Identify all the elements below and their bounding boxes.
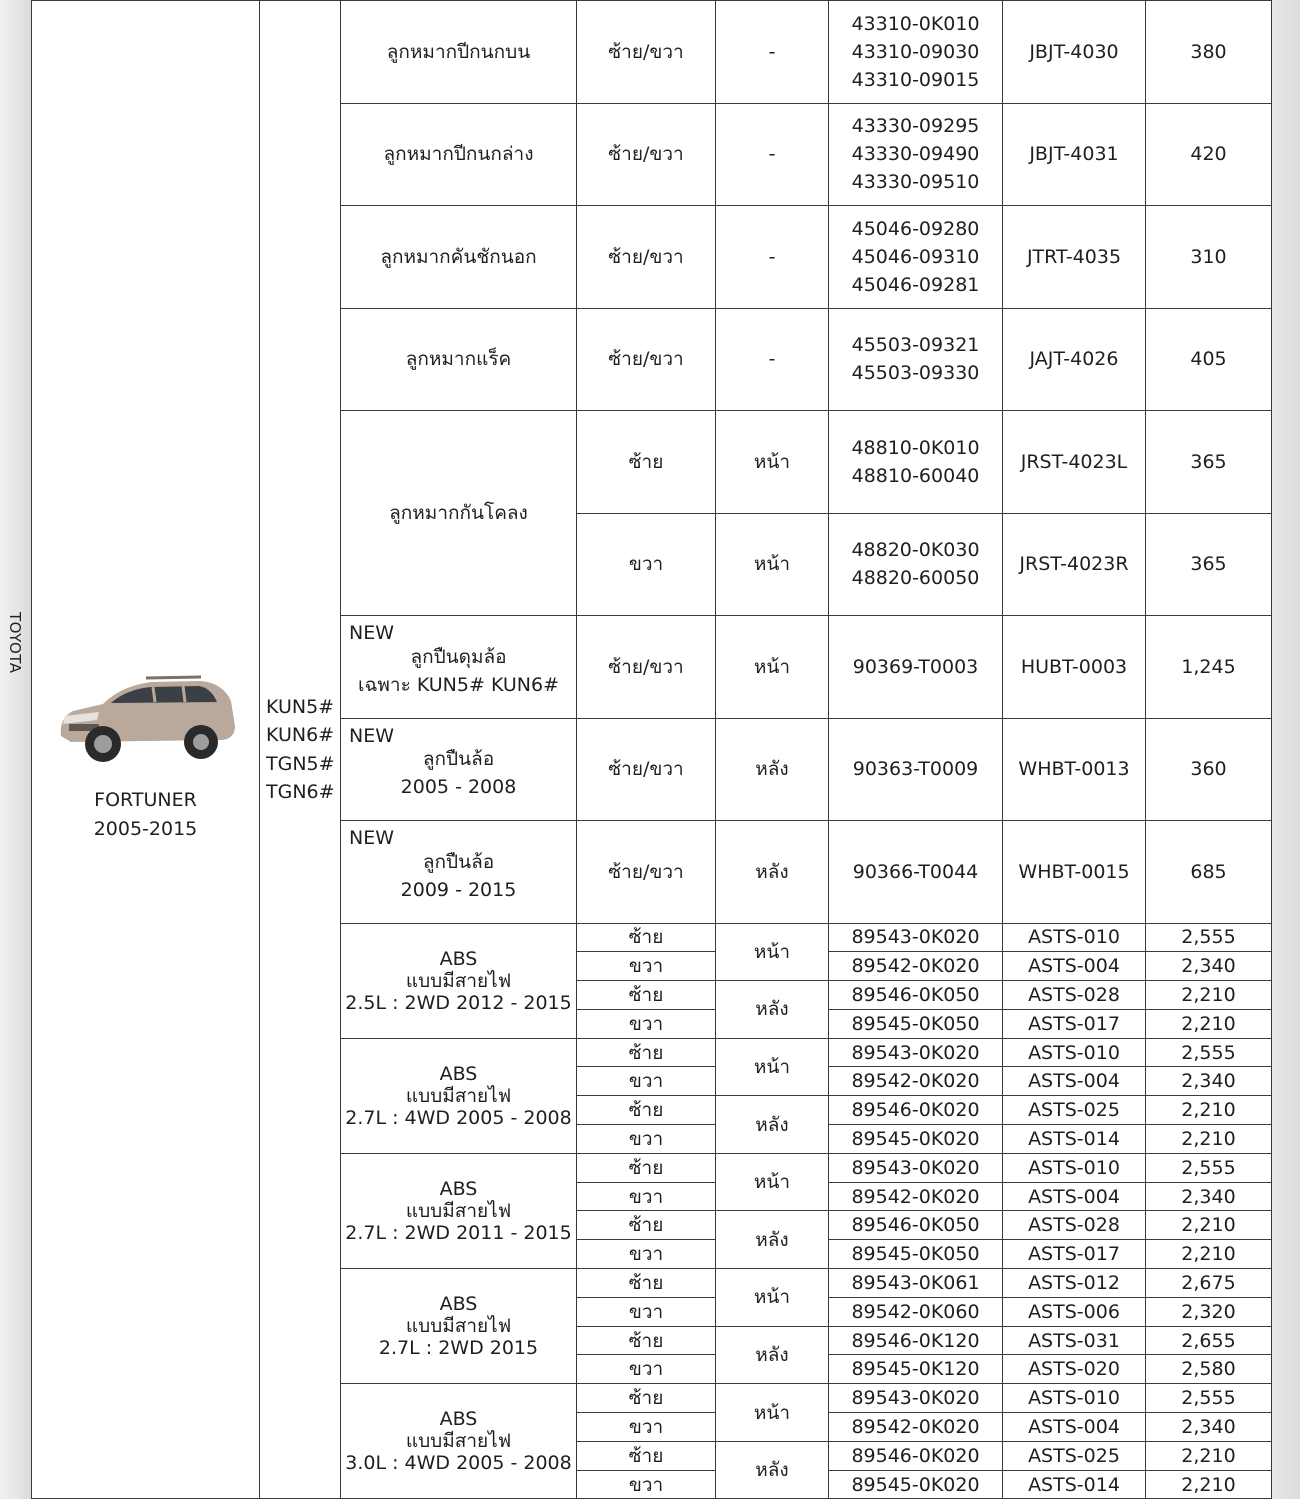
abs-sensor-title <box>341 1038 577 1153</box>
price: 2,210 <box>1146 1211 1272 1240</box>
side: ขวา <box>577 1067 716 1096</box>
part-code: ASTS-010 <box>1003 1384 1146 1413</box>
position: หน้า <box>716 616 829 719</box>
part-code: ASTS-004 <box>1003 1067 1146 1096</box>
side: ขวา <box>577 1470 716 1499</box>
position: หน้า <box>716 1384 829 1442</box>
abs-sensor-title-line: แบบมีสายไฟ <box>405 1315 512 1338</box>
side: ขวา <box>577 1009 716 1038</box>
oem-number: 89546-0K120 <box>829 1326 1003 1355</box>
part-code: WHBT-0015 <box>1003 821 1146 924</box>
position: - <box>716 206 829 309</box>
position: หลัง <box>716 718 829 821</box>
part-code: ASTS-004 <box>1003 1182 1146 1211</box>
oem-numbers-line: 48810-60040 <box>851 464 980 487</box>
oem-number: 89542-0K060 <box>829 1297 1003 1326</box>
side: ซ้าย <box>577 1326 716 1355</box>
side: ขวา <box>577 1297 716 1326</box>
abs-sensor-title-line: 3.0L : 4WD 2005 - 2008 <box>345 1452 572 1475</box>
position: หลัง <box>716 1441 829 1499</box>
oem-number: 89542-0K020 <box>829 1067 1003 1096</box>
abs-sensor-title-line: 2.7L : 4WD 2005 - 2008 <box>345 1106 572 1129</box>
side: ซ้าย <box>577 1096 716 1125</box>
price: 2,210 <box>1146 1009 1272 1038</box>
oem-number: 89546-0K050 <box>829 1211 1003 1240</box>
oem-numbers-line: 45046-09280 <box>851 217 980 240</box>
oem-numbers-line: 48820-60050 <box>851 567 980 590</box>
part-code: JAJT-4026 <box>1003 308 1146 411</box>
side: ขวา <box>577 1125 716 1154</box>
new-badge: NEW <box>349 724 395 747</box>
abs-sensor-title <box>341 1153 577 1268</box>
price: 685 <box>1146 821 1272 924</box>
abs-sensor-title-line: 2.7L : 2WD 2015 <box>378 1337 539 1360</box>
side: ซ้าย <box>577 1384 716 1413</box>
price: 2,555 <box>1146 1038 1272 1067</box>
position: หน้า <box>716 1153 829 1211</box>
part-code: ASTS-020 <box>1003 1355 1146 1384</box>
side: ซ้าย <box>577 981 716 1010</box>
side: ซ้าย/ขวา <box>577 821 716 924</box>
abs-sensor-title-line: ABS <box>439 1177 478 1200</box>
side: ขวา <box>577 1240 716 1269</box>
oem-numbers <box>829 513 1003 616</box>
part-name <box>341 821 577 924</box>
part-code: ASTS-028 <box>1003 981 1146 1010</box>
price: 2,555 <box>1146 1384 1272 1413</box>
price: 2,655 <box>1146 1326 1272 1355</box>
part-name-line: 2009 - 2015 <box>400 878 517 901</box>
oem-numbers-line: 43330-09490 <box>851 143 980 166</box>
price: 310 <box>1146 206 1272 309</box>
new-badge: NEW <box>349 622 395 644</box>
price: 2,555 <box>1146 1153 1272 1182</box>
part-code: ASTS-014 <box>1003 1470 1146 1499</box>
price: 360 <box>1146 718 1272 821</box>
price: 2,580 <box>1146 1355 1272 1384</box>
side: ซ้าย <box>577 1038 716 1067</box>
part-name <box>341 206 577 309</box>
brand-side-label: TOYOTA <box>6 612 24 674</box>
part-code: ASTS-004 <box>1003 1413 1146 1442</box>
part-code: JRST-4023L <box>1003 411 1146 514</box>
price: 2,555 <box>1146 923 1272 952</box>
position: หน้า <box>716 1038 829 1096</box>
oem-number: 89542-0K020 <box>829 952 1003 981</box>
part-name-line: ลูกปืนล้อ <box>422 850 495 873</box>
oem-numbers-line: 45503-09321 <box>851 334 980 357</box>
oem-number: 89543-0K020 <box>829 1153 1003 1182</box>
oem-numbers <box>829 616 1003 719</box>
oem-numbers-line: 43330-09295 <box>851 115 980 138</box>
part-code: ASTS-012 <box>1003 1269 1146 1298</box>
price: 380 <box>1146 1 1272 104</box>
position: หน้า <box>716 1269 829 1327</box>
side: ซ้าย/ขวา <box>577 616 716 719</box>
oem-number: 89546-0K050 <box>829 981 1003 1010</box>
part-code: ASTS-014 <box>1003 1125 1146 1154</box>
abs-sensor-title <box>341 923 577 1038</box>
price: 2,675 <box>1146 1269 1272 1298</box>
oem-numbers-line: 43330-09510 <box>851 171 980 194</box>
new-badge: NEW <box>349 827 395 849</box>
oem-number: 89545-0K050 <box>829 1009 1003 1038</box>
price: 365 <box>1146 513 1272 616</box>
part-name <box>341 308 577 411</box>
vehicle-model-cell <box>32 1 260 1499</box>
oem-number: 89543-0K020 <box>829 1384 1003 1413</box>
side: ซ้าย <box>577 1441 716 1470</box>
vehicle-image <box>51 656 241 768</box>
price: 405 <box>1146 308 1272 411</box>
price: 365 <box>1146 411 1272 514</box>
position: หน้า <box>716 411 829 514</box>
oem-numbers-line: 90363-T0009 <box>852 758 979 781</box>
side: ซ้าย/ขวา <box>577 1 716 104</box>
part-code: ASTS-010 <box>1003 923 1146 952</box>
part-code: WHBT-0013 <box>1003 718 1146 821</box>
oem-number: 89545-0K020 <box>829 1470 1003 1499</box>
position: หลัง <box>716 821 829 924</box>
abs-sensor-title-line: ABS <box>439 1408 478 1431</box>
engine-code: KUN5# <box>266 695 335 718</box>
position: หลัง <box>716 981 829 1039</box>
abs-sensor-title-line: ABS <box>439 947 478 970</box>
part-name-line: ลูกปืนดุมล้อ <box>410 645 507 668</box>
side: ขวา <box>577 952 716 981</box>
position: หน้า <box>716 923 829 981</box>
oem-numbers-line: 45046-09281 <box>851 273 980 296</box>
oem-numbers <box>829 821 1003 924</box>
position: - <box>716 1 829 104</box>
price: 2,210 <box>1146 1125 1272 1154</box>
part-name-line: 2005 - 2008 <box>400 776 517 799</box>
position: หน้า <box>716 513 829 616</box>
price: 2,340 <box>1146 1413 1272 1442</box>
oem-numbers-line: 48810-0K010 <box>851 436 980 459</box>
part-code: JTRT-4035 <box>1003 206 1146 309</box>
oem-number: 89543-0K020 <box>829 1038 1003 1067</box>
position: หลัง <box>716 1096 829 1154</box>
part-code: ASTS-010 <box>1003 1038 1146 1067</box>
price: 420 <box>1146 103 1272 206</box>
engine-codes-cell <box>260 1 341 1499</box>
price: 2,320 <box>1146 1297 1272 1326</box>
model-years: 2005-2015 <box>93 817 198 840</box>
oem-numbers-line: 45046-09310 <box>851 245 980 268</box>
oem-numbers <box>829 1 1003 104</box>
part-name-line: ลูกปืนล้อ <box>422 748 495 771</box>
oem-number: 89542-0K020 <box>829 1182 1003 1211</box>
price: 2,340 <box>1146 1182 1272 1211</box>
part-code: ASTS-025 <box>1003 1441 1146 1470</box>
abs-sensor-title <box>341 1384 577 1499</box>
price: 2,210 <box>1146 1096 1272 1125</box>
price: 2,340 <box>1146 1067 1272 1096</box>
side: ซ้าย/ขวา <box>577 103 716 206</box>
oem-number: 89543-0K061 <box>829 1269 1003 1298</box>
oem-number: 89545-0K020 <box>829 1125 1003 1154</box>
oem-numbers <box>829 411 1003 514</box>
side: ซ้าย <box>577 923 716 952</box>
model-name: FORTUNER <box>94 788 197 811</box>
oem-numbers-line: 90366-T0044 <box>852 860 979 883</box>
oem-numbers <box>829 103 1003 206</box>
side: ขวา <box>577 1182 716 1211</box>
part-code: HUBT-0003 <box>1003 616 1146 719</box>
part-name <box>341 616 577 719</box>
parts-table <box>31 0 1272 1499</box>
oem-numbers-line: 43310-09030 <box>851 40 980 63</box>
part-name: ลูกหมากกันโคลง <box>341 411 577 616</box>
price: 2,210 <box>1146 1240 1272 1269</box>
price: 2,210 <box>1146 1470 1272 1499</box>
oem-numbers <box>829 308 1003 411</box>
part-name-line: ลูกหมากคันชักนอก <box>380 245 537 268</box>
part-name-line: ลูกหมากปีกนกบน <box>386 40 531 63</box>
part-name <box>341 103 577 206</box>
side: ซ้าย/ขวา <box>577 206 716 309</box>
price: 2,210 <box>1146 1441 1272 1470</box>
side: ซ้าย <box>577 1211 716 1240</box>
oem-numbers <box>829 718 1003 821</box>
oem-numbers-line: 48820-0K030 <box>851 539 980 562</box>
oem-numbers <box>829 206 1003 309</box>
part-name <box>341 1 577 104</box>
part-code: ASTS-025 <box>1003 1096 1146 1125</box>
position: - <box>716 308 829 411</box>
oem-numbers-line: 90369-T0003 <box>852 655 979 678</box>
abs-sensor-title-line: แบบมีสายไฟ <box>405 1199 512 1222</box>
engine-code: TGN5# <box>266 752 335 775</box>
abs-sensor-title-line: ABS <box>439 1293 478 1316</box>
part-name <box>341 718 577 821</box>
part-code: JRST-4023R <box>1003 513 1146 616</box>
price: 2,340 <box>1146 952 1272 981</box>
side: ขวา <box>577 1413 716 1442</box>
part-name-line: ลูกหมากแร็ค <box>405 348 512 371</box>
abs-sensor-title-line: 2.7L : 2WD 2011 - 2015 <box>345 1221 572 1244</box>
part-code: ASTS-017 <box>1003 1009 1146 1038</box>
part-code: JBJT-4031 <box>1003 103 1146 206</box>
part-code: JBJT-4030 <box>1003 1 1146 104</box>
part-name-line: เฉพาะ KUN5# KUN6# <box>357 673 560 696</box>
abs-sensor-title-line: แบบมีสายไฟ <box>405 1430 512 1453</box>
oem-numbers-line: 43310-09015 <box>851 68 980 91</box>
oem-number: 89543-0K020 <box>829 923 1003 952</box>
side: ซ้าย <box>577 1153 716 1182</box>
part-code: ASTS-031 <box>1003 1326 1146 1355</box>
side: ซ้าย/ขวา <box>577 308 716 411</box>
side: ซ้าย <box>577 1269 716 1298</box>
oem-number: 89546-0K020 <box>829 1096 1003 1125</box>
abs-sensor-title-line: ABS <box>439 1062 478 1085</box>
part-code: ASTS-010 <box>1003 1153 1146 1182</box>
position: หลัง <box>716 1211 829 1269</box>
side: ซ้าย/ขวา <box>577 718 716 821</box>
side: ซ้าย <box>577 411 716 514</box>
part-code: ASTS-004 <box>1003 952 1146 981</box>
side: ขวา <box>577 513 716 616</box>
part-code: ASTS-006 <box>1003 1297 1146 1326</box>
engine-code: KUN6# <box>266 724 335 747</box>
position: หลัง <box>716 1326 829 1384</box>
oem-numbers-line: 45503-09330 <box>851 362 980 385</box>
oem-numbers-line: 43310-0K010 <box>851 12 980 35</box>
table-row <box>32 1 1272 104</box>
price: 2,210 <box>1146 981 1272 1010</box>
abs-sensor-title-line: 2.5L : 2WD 2012 - 2015 <box>345 991 572 1014</box>
oem-number: 89545-0K120 <box>829 1355 1003 1384</box>
oem-number: 89546-0K020 <box>829 1441 1003 1470</box>
engine-code: TGN6# <box>266 781 335 804</box>
part-code: ASTS-028 <box>1003 1211 1146 1240</box>
price: 1,245 <box>1146 616 1272 719</box>
position: - <box>716 103 829 206</box>
abs-sensor-title-line: แบบมีสายไฟ <box>405 969 512 992</box>
oem-number: 89542-0K020 <box>829 1413 1003 1442</box>
abs-sensor-title <box>341 1269 577 1384</box>
part-code: ASTS-017 <box>1003 1240 1146 1269</box>
part-name-line: ลูกหมากปีกนกล่าง <box>383 143 534 166</box>
abs-sensor-title-line: แบบมีสายไฟ <box>405 1084 512 1107</box>
oem-number: 89545-0K050 <box>829 1240 1003 1269</box>
side: ขวา <box>577 1355 716 1384</box>
